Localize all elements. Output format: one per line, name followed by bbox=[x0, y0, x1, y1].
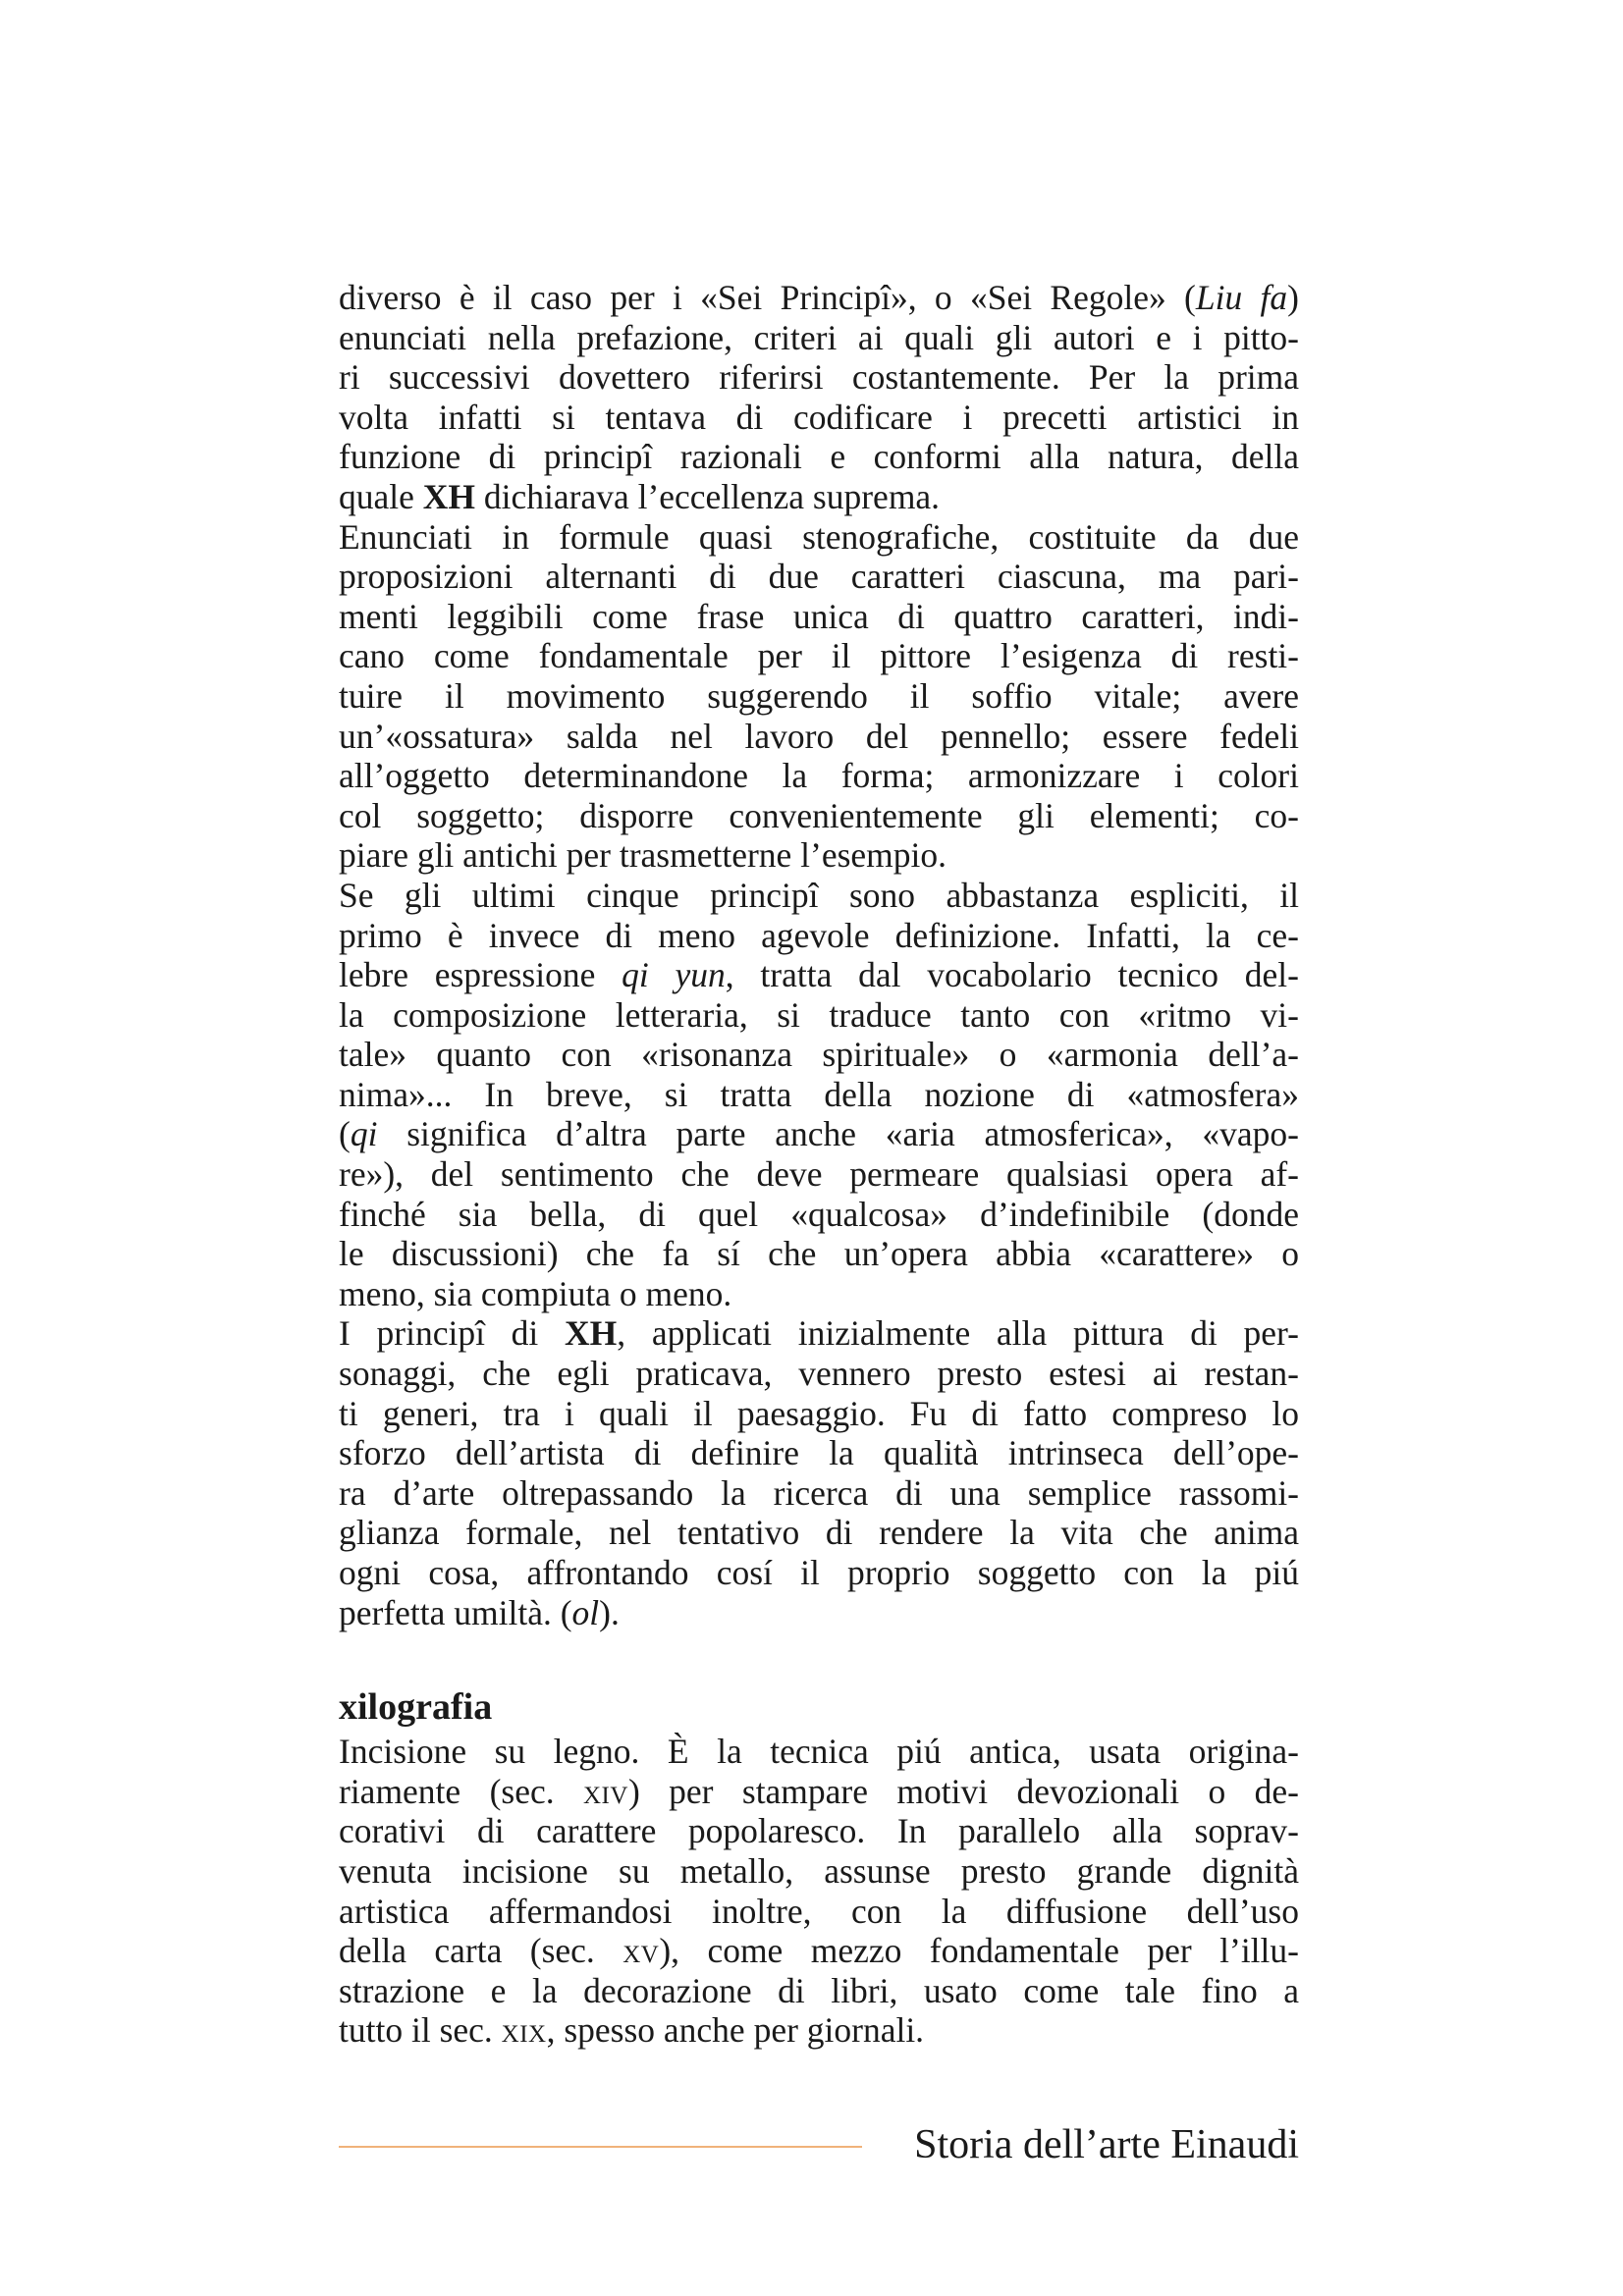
text-line: nima»... In breve, si tratta della nozione di «atmosfera» bbox=[339, 1074, 1299, 1114]
text-line: strazione e la decorazione di libri, usato come tale fino a bbox=[339, 1970, 1299, 2010]
paragraph bbox=[339, 1313, 1299, 1632]
text-line: riamente (sec. xiv) per stampare motivi devozionali o de- bbox=[339, 1771, 1299, 1811]
text-line: menti leggibili come frase unica di quattro caratteri, indi- bbox=[339, 596, 1299, 636]
text-line: cano come fondamentale per il pittore l’esigenza di resti- bbox=[339, 636, 1299, 676]
text-line: primo è invece di meno agevole definizione. Infatti, la ce- bbox=[339, 915, 1299, 955]
text-line: lebre espressione qi yun, tratta dal vocabolario tecnico del- bbox=[339, 955, 1299, 995]
text-column bbox=[339, 278, 1299, 2051]
century-numeral: xiv bbox=[583, 1771, 628, 1811]
paragraph bbox=[339, 517, 1299, 876]
text-line: quale XH dichiarava l’eccellenza suprema. bbox=[339, 476, 941, 516]
text-line: tuire il movimento suggerendo il soffio vitale; avere bbox=[339, 675, 1299, 716]
italic-term: qi bbox=[350, 1114, 378, 1154]
text-line: venuta incisione su metallo, assunse presto grande dignità bbox=[339, 1850, 1299, 1891]
text-line: piare gli antichi per trasmetterne l’esempio. bbox=[339, 835, 947, 876]
text-line: finché sia bella, di quel «qualcosa» d’indefinibile (donde bbox=[339, 1194, 1299, 1234]
text-line: un’«ossatura» salda nel lavoro del pennello; essere fedeli bbox=[339, 716, 1299, 756]
paragraph bbox=[339, 1732, 1299, 2051]
text-line: meno, sia compiuta o meno. bbox=[339, 1273, 732, 1313]
century-numeral: xix bbox=[501, 2010, 547, 2051]
text-line: corativi di carattere popolaresco. In parallelo alla soprav- bbox=[339, 1811, 1299, 1851]
text-line: funzione di principî razionali e conformi alla natura, della bbox=[339, 437, 1299, 477]
entry-body bbox=[339, 1732, 1299, 2051]
text-line: Enunciati in formule quasi stenografiche, costituite da due bbox=[339, 516, 1299, 557]
text-line: la composizione letteraria, si traduce tanto con «ritmo vi- bbox=[339, 994, 1299, 1035]
text-line: (qi significa d’altra parte anche «aria atmosferica», «vapo- bbox=[339, 1114, 1299, 1154]
text-line: ogni cosa, affrontando cosí il proprio soggetto con la piú bbox=[339, 1553, 1299, 1592]
author-abbreviation: XH bbox=[564, 1313, 618, 1354]
body-paragraphs bbox=[339, 278, 1299, 1632]
italic-term: qi yun bbox=[622, 955, 726, 995]
text-line: all’oggetto determinandone la forma; armonizzare i colori bbox=[339, 756, 1299, 796]
text-line: glianza formale, nel tentativo di rendere la vita che anima bbox=[339, 1513, 1299, 1553]
text-line: volta infatti si tentava di codificare i precetti artistici in bbox=[339, 397, 1299, 437]
text-line: enunciati nella prefazione, criteri ai quali gli autori e i pitto- bbox=[339, 317, 1299, 357]
text-line: ra d’arte oltrepassando la ricerca di una semplice rassomi- bbox=[339, 1472, 1299, 1513]
text-line: artistica affermandosi inoltre, con la diffusione dell’uso bbox=[339, 1891, 1299, 1931]
text-line: proposizioni alternanti di due caratteri ciascuna, ma pari- bbox=[339, 557, 1299, 597]
text-line: perfetta umiltà. (ol). bbox=[339, 1592, 620, 1632]
text-line: ri successivi dovettero riferirsi costantemente. Per la prima bbox=[339, 357, 1299, 398]
text-line: Se gli ultimi cinque principî sono abbastanza espliciti, il bbox=[339, 875, 1299, 915]
text-line: I principî di XH, applicati inizialmente alla pittura di per- bbox=[339, 1313, 1299, 1354]
text-line: ti generi, tra i quali il paesaggio. Fu di fatto compreso lo bbox=[339, 1393, 1299, 1433]
paragraph bbox=[339, 278, 1299, 517]
text-line: sforzo dell’artista di definire la qualità intrinseca dell’ope- bbox=[339, 1433, 1299, 1473]
italic-term: Liu fa bbox=[1195, 278, 1288, 317]
entry-heading: xilografia bbox=[339, 1686, 493, 1729]
text-line: col soggetto; disporre convenientemente gli elementi; co- bbox=[339, 795, 1299, 835]
footer-rule bbox=[339, 2146, 862, 2148]
text-line: re»), del sentimento che deve permeare qualsiasi opera af- bbox=[339, 1154, 1299, 1195]
text-line: tale» quanto con «risonanza spirituale» o «armonia dell’a- bbox=[339, 1035, 1299, 1075]
text-line: sonaggi, che egli praticava, vennero presto estesi ai restan- bbox=[339, 1354, 1299, 1394]
text-line: le discussioni) che fa sí che un’opera abbia «carattere» o bbox=[339, 1234, 1299, 1274]
text-line: della carta (sec. xv), come mezzo fondamentale per l’illu- bbox=[339, 1931, 1299, 1971]
century-numeral: xv bbox=[622, 1931, 660, 1971]
text-line: tutto il sec. xix, spesso anche per giornali. bbox=[339, 2010, 925, 2051]
text-line: Incisione su legno. È la tecnica piú antica, usata origina- bbox=[339, 1732, 1299, 1772]
paragraph bbox=[339, 876, 1299, 1314]
text-line: diverso è il caso per i «Sei Principî», o «Sei Regole» (Liu fa) bbox=[339, 278, 1299, 317]
footer-title: Storia dell’arte Einaudi bbox=[914, 2122, 1299, 2167]
author-abbreviation: XH bbox=[422, 476, 476, 516]
italic-term: ol bbox=[571, 1592, 600, 1632]
